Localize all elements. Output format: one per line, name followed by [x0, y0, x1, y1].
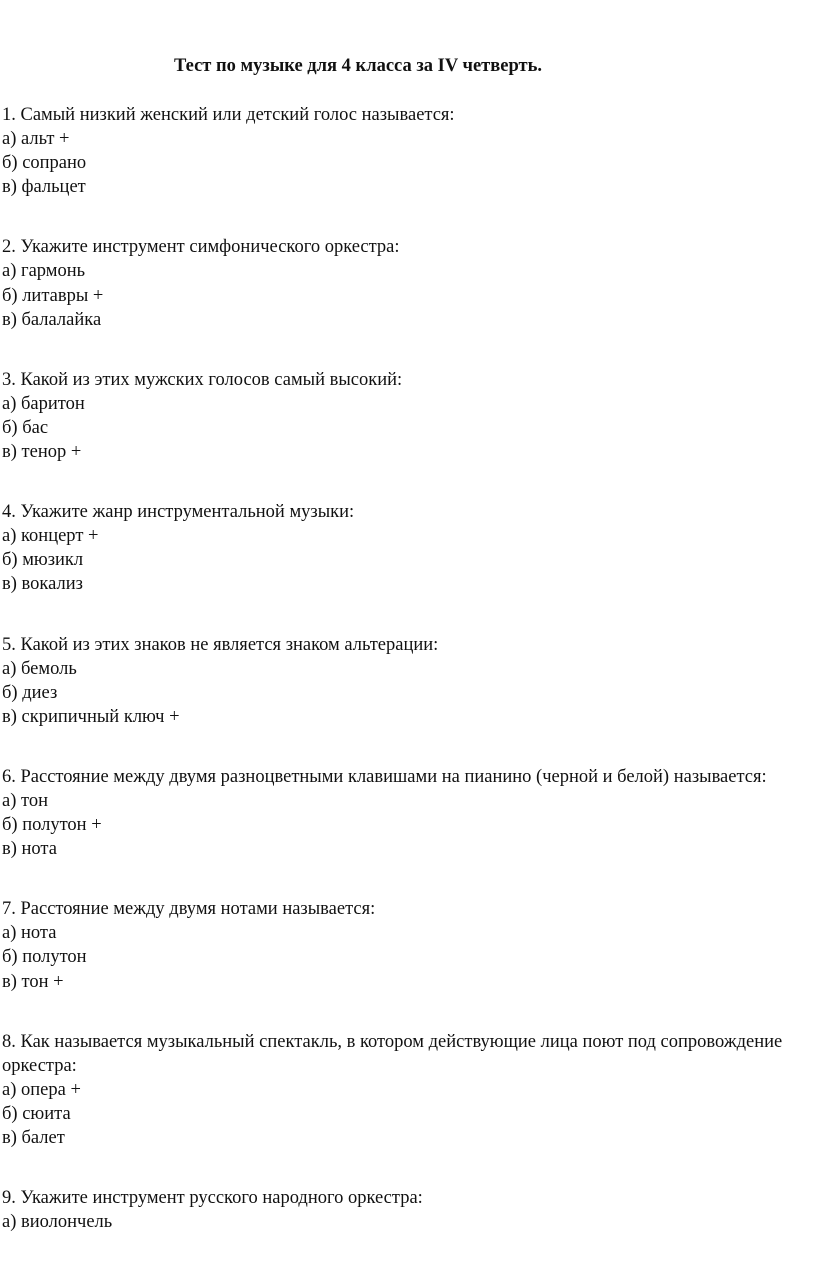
- question-text: 3. Какой из этих мужских голосов самый высокий:: [2, 369, 403, 390]
- answer-option: в) балет: [2, 1128, 65, 1148]
- answer-option: б) полутон +: [2, 815, 102, 836]
- answer-option: в) вокализ: [2, 574, 83, 595]
- answer-option: в) тенор +: [2, 442, 82, 463]
- answer-option: б) сопрано: [2, 153, 87, 174]
- question-text: 8. Как называется музыкальный спектакль, в котором действующие лица поют под сопровождение оркестра:: [2, 1031, 783, 1076]
- answer-option: а) бемоль: [2, 658, 77, 679]
- question-5: [2, 633, 792, 729]
- answer-option: а) баритон: [2, 393, 85, 414]
- answer-option: а) тон: [2, 790, 48, 811]
- question-2: [2, 235, 792, 331]
- question-text: 6. Расстояние между двумя разноцветными клавишами на пианино (черной и белой) называется:: [2, 766, 767, 787]
- question-text: 1. Самый низкий женский или детский голос называется:: [2, 105, 455, 125]
- question-8: [2, 1030, 792, 1150]
- answer-option: в) нота: [2, 839, 57, 860]
- question-text: 9. Укажите инструмент русского народного оркестра:: [2, 1188, 423, 1209]
- question-text: 2. Укажите инструмент симфонического оркестра:: [2, 237, 400, 258]
- question-7: [2, 897, 792, 993]
- answer-option: б) полутон: [2, 947, 87, 968]
- question-6: [2, 765, 792, 861]
- answer-option: а) опера +: [2, 1079, 81, 1100]
- question-1: [2, 103, 792, 199]
- answer-option: б) мюзикл: [2, 550, 84, 571]
- question-3: [2, 368, 792, 464]
- answer-option: б) литавры +: [2, 285, 104, 306]
- question-text: 7. Расстояние между двумя нотами называется:: [2, 899, 376, 920]
- answer-option: а) альт +: [2, 129, 70, 150]
- answer-option: а) концерт +: [2, 526, 99, 547]
- answer-option: а) гармонь: [2, 261, 86, 282]
- answer-option: в) балалайка: [2, 309, 102, 330]
- answer-option: б) бас: [2, 417, 49, 438]
- answer-option: б) сюита: [2, 1103, 71, 1124]
- question-text: 5. Какой из этих знаков не является знаком альтерации:: [2, 634, 439, 655]
- answer-option: в) скрипичный ключ +: [2, 706, 180, 727]
- answer-option: а) виолончель: [2, 1212, 113, 1233]
- document-title: Тест по музыке для 4 класса за IV четверть.: [174, 56, 542, 76]
- question-text: 4. Укажите жанр инструментальной музыки:: [2, 502, 355, 523]
- question-4: [2, 500, 792, 596]
- question-9: [2, 1186, 792, 1234]
- answer-option: в) фальцет: [2, 177, 86, 198]
- answer-option: в) тон +: [2, 971, 64, 992]
- question-list: [2, 103, 792, 1270]
- answer-option: б) диез: [2, 682, 58, 703]
- answer-option: а) нота: [2, 923, 57, 944]
